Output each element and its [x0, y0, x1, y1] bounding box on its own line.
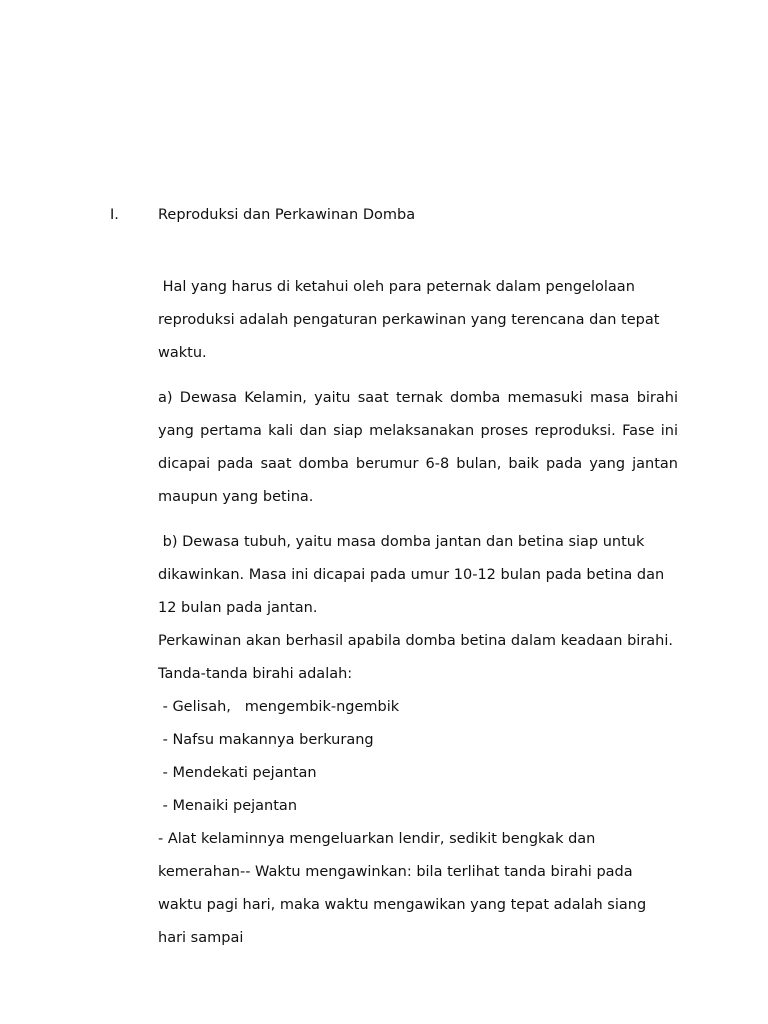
section-number: I. — [110, 207, 119, 223]
list-item: - Mendekati pejantan — [158, 765, 317, 781]
dewasa-tubuh-paragraph: b) Dewasa tubuh, yaitu masa domba jantan dan betina siap untuk dikawinkan. Masa ini dicapai pada umur 10-12 bulan pada betina dan 12 bulan pada jantan. — [158, 534, 669, 616]
list-item: - Nafsu makannya berkurang — [158, 732, 374, 748]
closing-paragraph: - Alat kelaminnya mengeluarkan lendir, sedikit bengkak dan kemerahan-- Waktu mengawinkan: bila terlihat tanda birahi pada waktu pagi hari, maka waktu mengawikan yang tepat adalah siang hari sampai — [158, 831, 647, 946]
perkawinan-paragraph: Perkawinan akan berhasil apabila domba betina dalam keadaan birahi. — [158, 633, 673, 649]
signs-heading: Tanda-tanda birahi adalah: — [158, 666, 353, 682]
document-body — [158, 271, 678, 955]
list-item: - Menaiki pejantan — [158, 798, 298, 814]
signs-list — [158, 691, 678, 823]
section-heading — [110, 207, 710, 229]
list-item: - Gelisah, mengembik-ngembik — [158, 699, 400, 715]
intro-paragraph: Hal yang harus di ketahui oleh para peternak dalam pengelolaan reproduksi adalah pengaturan perkawinan yang terencana dan tepat waktu. — [158, 279, 665, 361]
section-title: Reproduksi dan Perkawinan Domba — [158, 207, 416, 223]
dewasa-kelamin-paragraph: a) Dewasa Kelamin, yaitu saat ternak domba memasuki masa birahi yang pertama kali dan siap melaksanakan proses reproduksi. Fase ini dicapai pada saat domba berumur 6-8 bulan, baik pada yang jantan maupun yang betina. — [158, 390, 678, 505]
